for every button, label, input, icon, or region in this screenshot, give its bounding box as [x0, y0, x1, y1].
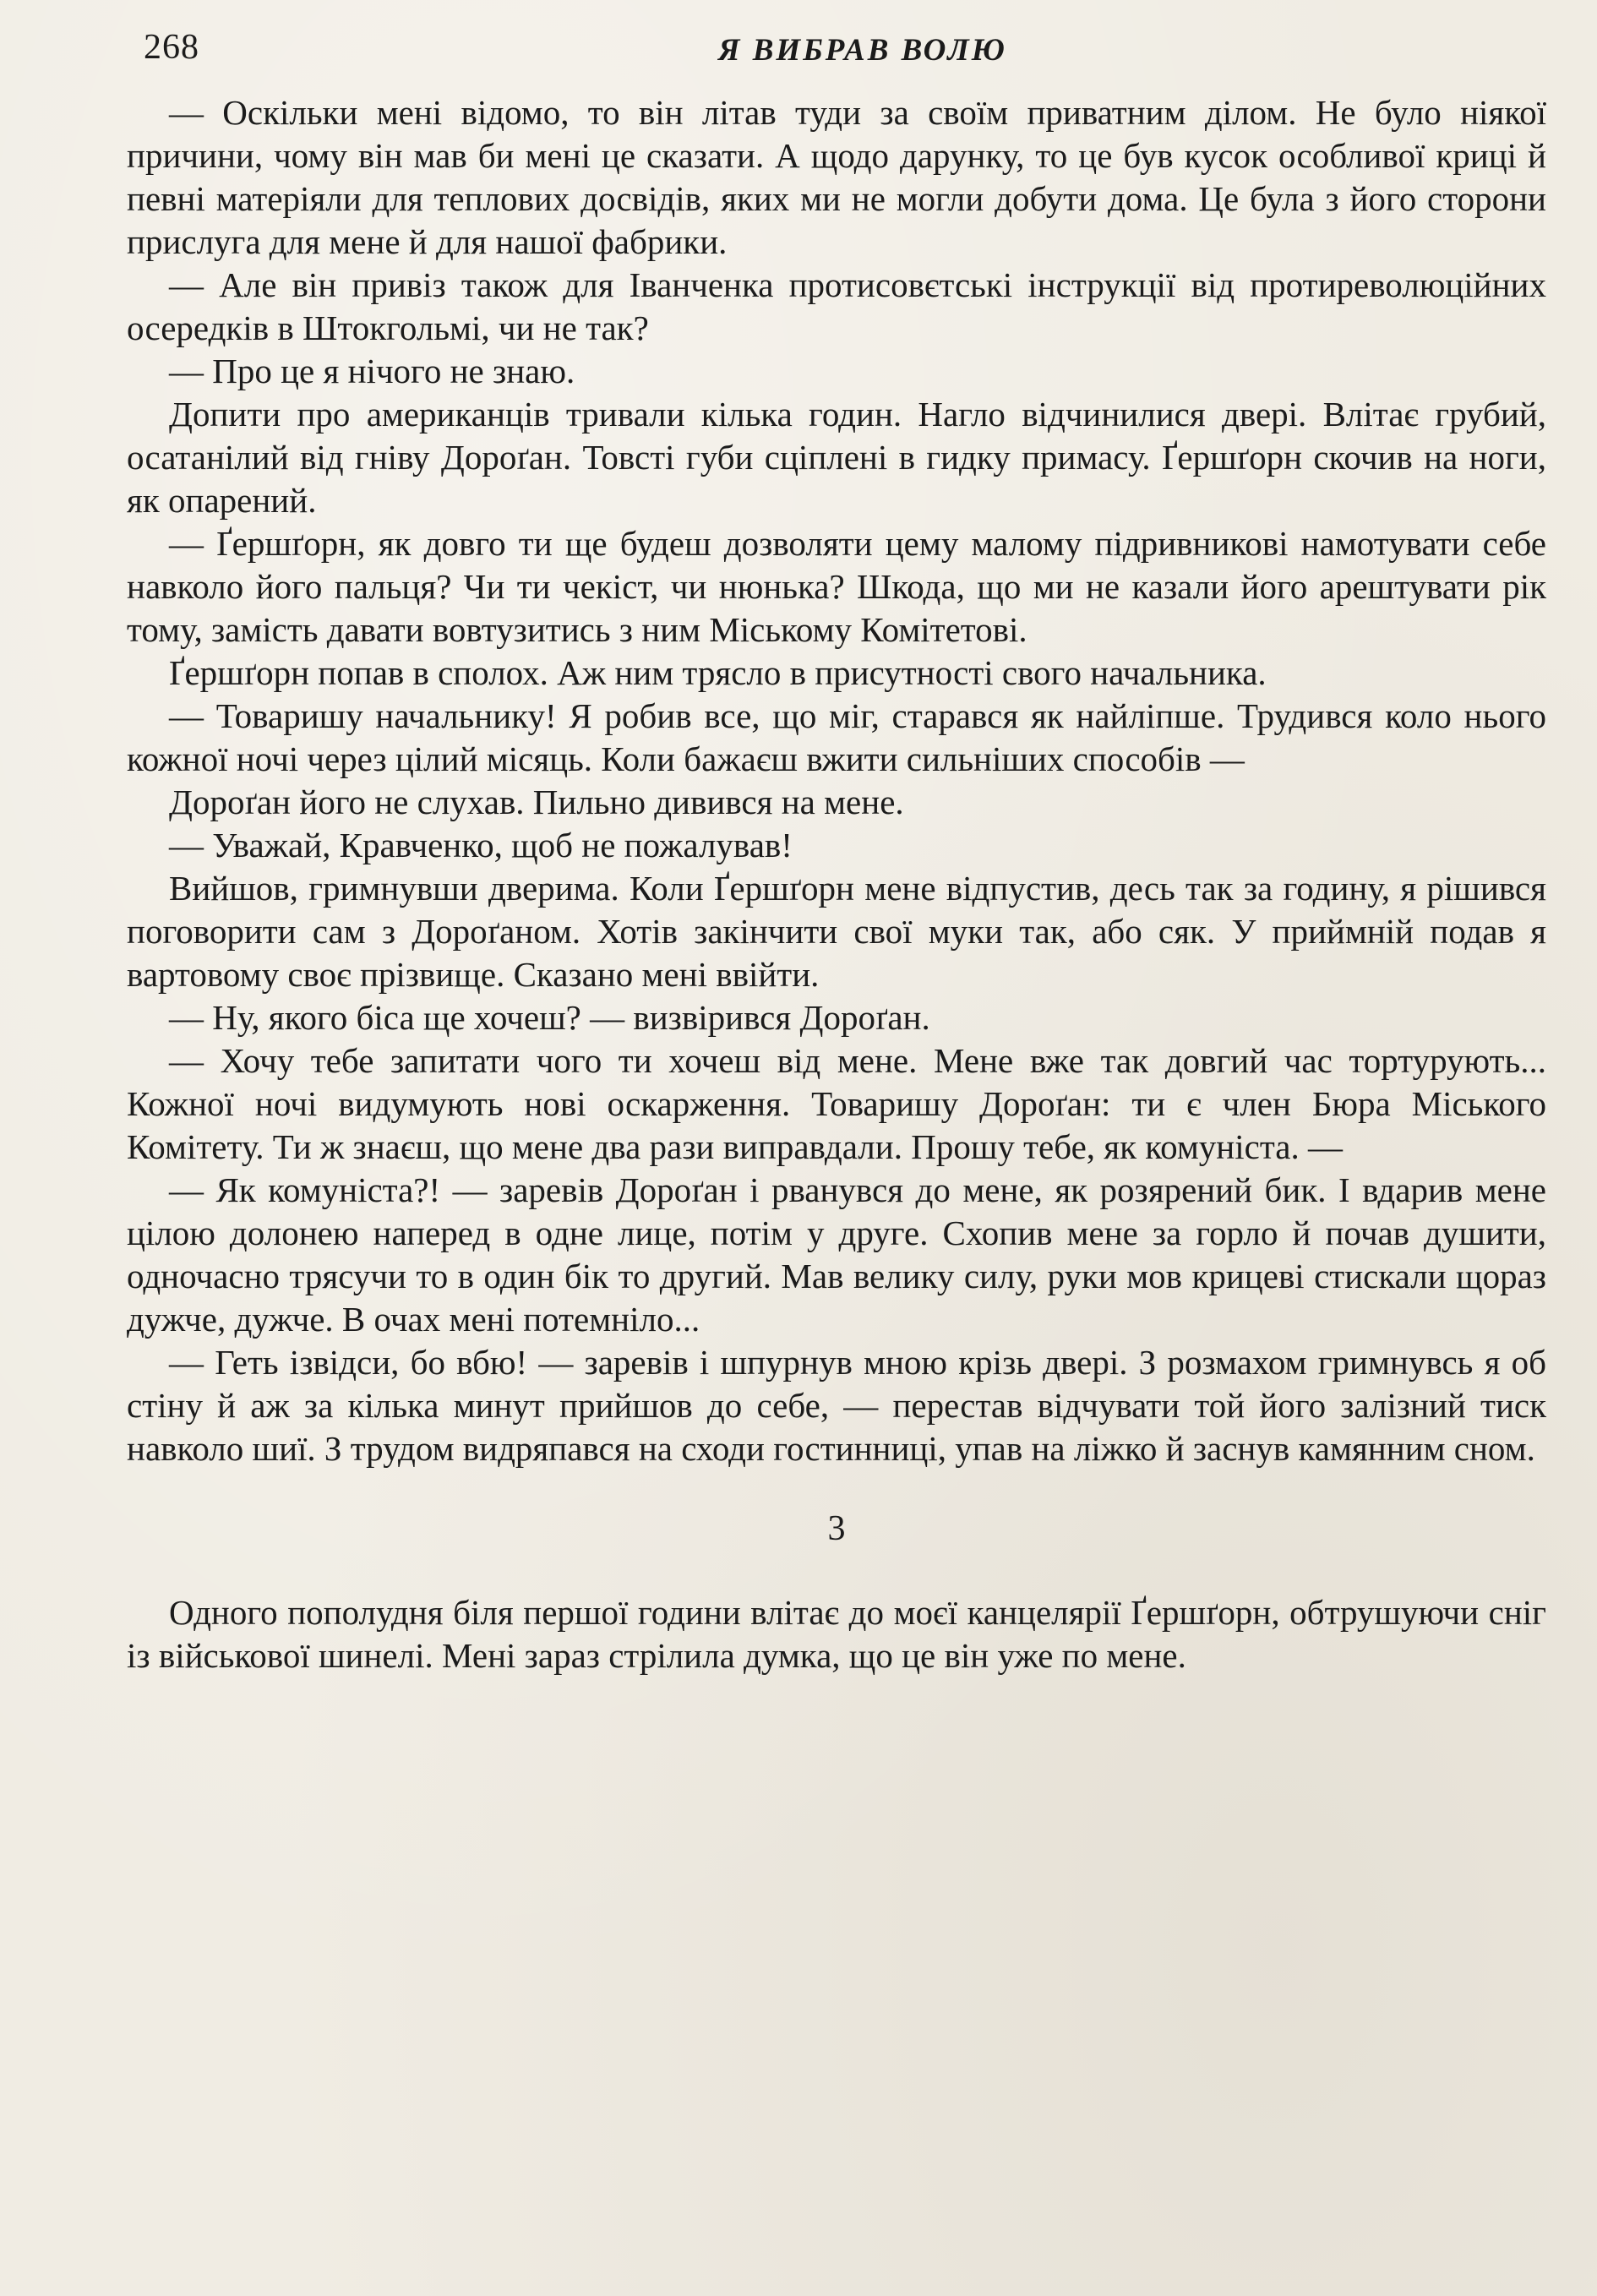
paragraph: Вийшов, гримнувши дверима. Коли Ґершґорн мене відпустив, десь так за годину, я рішився поговорити сам з Дороґаном. Хотів закінчити свої муки так, або сяк. У приймній подав я вартовому своє прізвище. Сказано мені ввійти. — [127, 869, 1546, 994]
page-number: 268 — [144, 28, 199, 67]
paragraph: Допити про американців тривали кілька годин. Нагло відчинилися двері. Влітає грубий, осатанілий від гніву Дороґан. Товсті губи сціплені в гидку примасу. Ґершґорн скочив на ноги, як опарений. — [127, 395, 1546, 520]
paragraph: Дороґан його не слухав. Пильно дивився на мене. — [169, 783, 904, 821]
section-number: 3 — [827, 1509, 846, 1548]
paragraph: — Оскільки мені відомо, то він літав туди за своїм приватним ділом. Не було ніякої причини, чому він мав би мені це сказати. А щодо дарунку, то це був кусок особливої криці й певні матеріяли для тепловиx досвідів, яких ми не могли добути дома. Це була з його сторони прислуга для мене й для нашої фабрики. — [127, 93, 1546, 261]
paragraph: — Про це я нічого не знаю. — [169, 352, 575, 390]
running-title: Я ВИБРАВ ВОЛЮ — [718, 33, 1007, 68]
paragraph: — Як комуніста?! — заревів Дороґан і рванувся до мене, як розярений бик. І вдарив мене цілою долонею наперед в одне лице, потім у друге. Схопив мене за горло й почав душити, одночасно трясучи то в один бік то другий. Мав велику силу, руки мов крицеві стискали щораз дужче, дужче. В очах мені потемніло... — [127, 1170, 1546, 1339]
body-text — [127, 91, 1546, 1677]
paragraph: — Ну, якого біса ще хочеш? — визвірився Дороґан. — [169, 998, 930, 1037]
paragraph: — Ґершґорн, як довго ти ще будеш дозволяти цему малому підривникові намотувати себе навколо його пальця? Чи ти чекіст, чи нюнька? Шкода, що ми не казали його арештувати рік тому, замість давати вовтузитись з ним Міському Комітетові. — [127, 524, 1546, 649]
paragraph: — Хочу тебе запитати чого ти хочеш від мене. Мене вже так довгий час тортурують... Кожної ночі видумують нові оскарження. Товаришу Дороґан: ти є член Бюра Міського Комітету. Ти ж знаєш, що мене два рази виправдали. Прошу тебе, як комуніста. — — [127, 1041, 1546, 1166]
paragraph: — Геть ізвідси, бо вбю! — заревів і шпурнув мною крізь двері. З розмахом гримнувсь я об стіну й аж за кілька минут прийшов до себе, — перестав відчувати той його залізний тиск навколо шиї. З трудом видряпався на сходи гостинниці, упав на ліжко й заснув камянним сном. — [127, 1343, 1546, 1468]
page-header — [127, 27, 1496, 78]
paragraph: — Але він привіз також для Іванченка протисовєтські інструкції від протиреволюційних осередків в Штокгольмі, чи не так? — [127, 265, 1546, 347]
paragraph: Одного пополудня біля першої години влітає до моєї канцелярії Ґершґорн, обтрушуючи сніг із військової шинелі. Мені зараз стрілила думка, що це він уже по мене. — [127, 1593, 1546, 1675]
paragraph: — Уважай, Кравченко, щоб не пожалував! — [169, 826, 793, 864]
paragraph: Ґершґорн попав в сполох. Аж ним трясло в присутності свого начальника. — [169, 653, 1267, 692]
paragraph: — Товаришу начальнику! Я робив все, що міг, старався як найліпше. Трудився коло нього кожної ночі через цілий місяць. Коли бажаєш вжити сильніших способів — — [127, 696, 1546, 778]
